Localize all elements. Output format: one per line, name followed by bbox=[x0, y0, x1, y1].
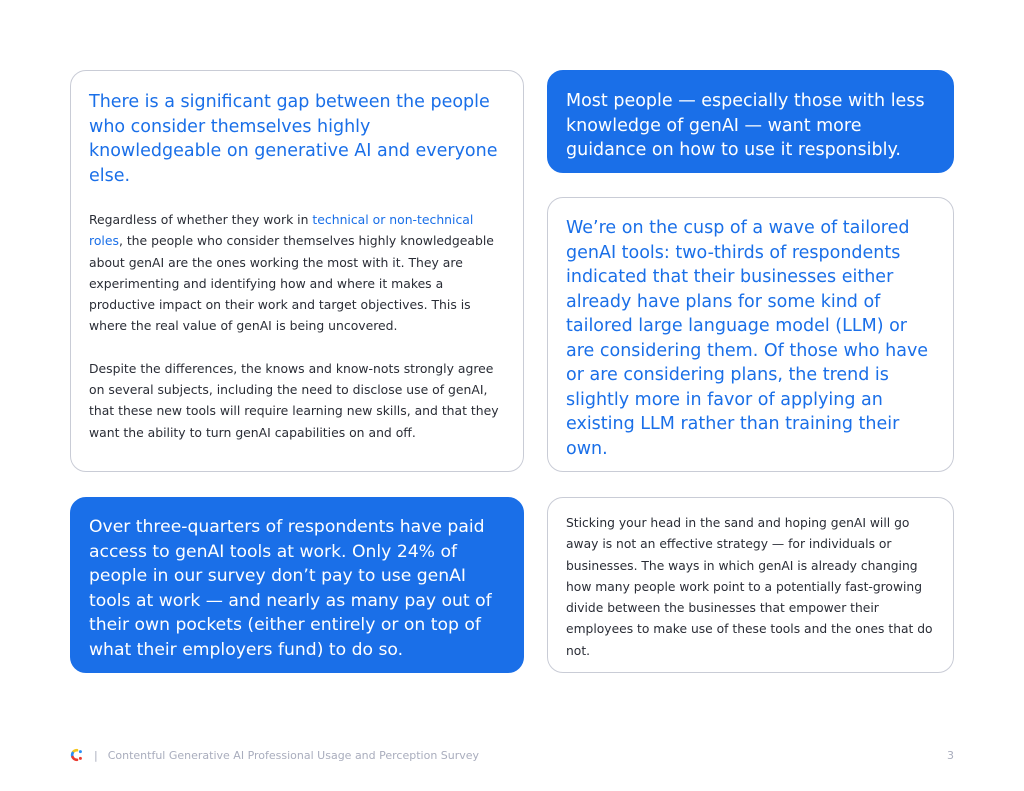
card-head-in-sand bbox=[547, 497, 954, 673]
page-number: 3 bbox=[947, 748, 954, 762]
paragraph-1-text-start: Regardless of whether they work in bbox=[89, 212, 313, 227]
card-knowledge-gap-headline: There is a significant gap between the people who consider themselves highly knowledgeable on generative AI and everyone else. bbox=[89, 92, 498, 186]
page-footer bbox=[70, 745, 954, 765]
card-guidance-headline: Most people — especially those with less knowledge of genAI — want more guidance on how to use it responsibly. bbox=[566, 91, 925, 160]
card-tailored-tools bbox=[547, 197, 954, 472]
card-knowledge-gap-paragraph-2: Despite the differences, the knows and know-nots strongly agree on several subjects, including the need to disclose use of genAI, that these new tools will require learning new skills, and that they want the ability to turn genAI capabilities on and off. bbox=[89, 360, 499, 440]
footer-title: Contentful Generative AI Professional Usage and Perception Survey bbox=[107, 748, 480, 762]
card-tailored-tools-headline: We’re on the cusp of a wave of tailored genAI tools: two-thirds of respondents indicated that their businesses either already have plans for some kind of tailored large language model (LLM) or are considering them. Of those who have or are considering plans, the trend is slightly more in favor of applying an existing LLM rather than training their own. bbox=[566, 218, 929, 459]
card-guidance bbox=[547, 70, 954, 173]
card-paid-access bbox=[70, 497, 524, 673]
technical-roles-link[interactable]: technical or non-technical roles bbox=[89, 212, 474, 249]
contentful-logo-icon bbox=[70, 748, 84, 762]
card-paid-access-headline: Over three-quarters of respondents have paid access to genAI tools at work. Only 24% of people in our survey don’t pay to use genAI tools at work — and nearly as many pay out of their own pockets (either entirely or on top of what their employers fund) to do so. bbox=[89, 517, 492, 660]
card-knowledge-gap-paragraph-1 bbox=[89, 209, 507, 337]
card-knowledge-gap bbox=[70, 70, 524, 472]
card-head-in-sand-body: Sticking your head in the sand and hoping genAI will go away is not an effective strategy — for individuals or businesses. The ways in which genAI is already changing how many people work point to a potentially fast-growing divide between the businesses that empower their employees to make use of these tools and the ones that do not. bbox=[566, 516, 933, 658]
paragraph-1-text-end: , the people who consider themselves highly knowledgeable about genAI are the ones working the most with it. They are experimenting and identifying how and where it makes a productive impact on their work and target objectives. This is where the real value of genAI is being uncovered. bbox=[89, 233, 494, 334]
footer-separator: | bbox=[94, 748, 98, 762]
